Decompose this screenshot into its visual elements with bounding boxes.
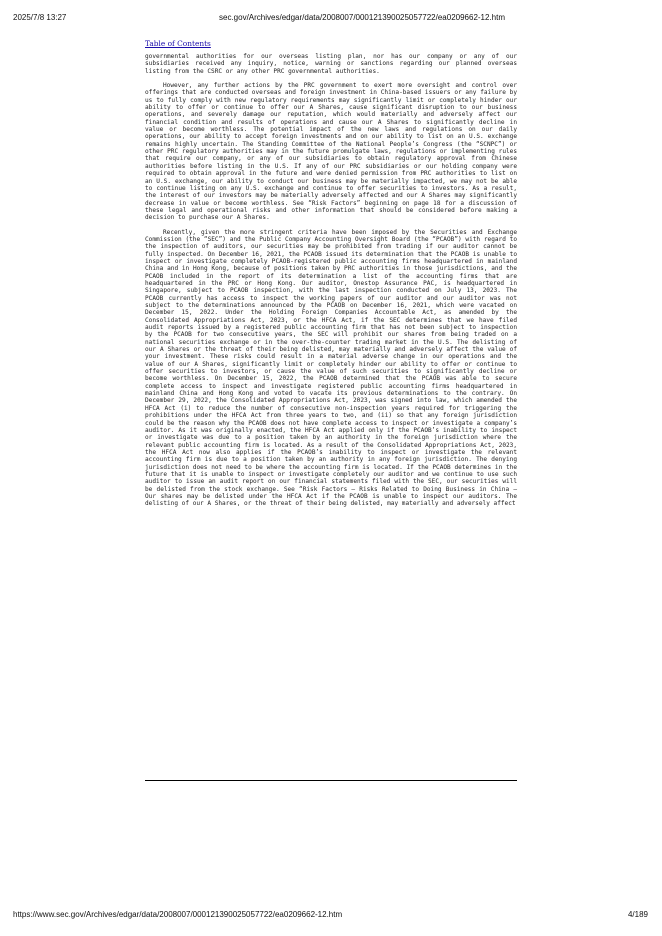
page-divider — [145, 780, 517, 781]
print-datetime: 2025/7/8 13:27 — [13, 13, 67, 22]
paragraph-2: However, any further actions by the PRC government to exert more oversight and control over offerings that are conducted overseas and foreign investment in China-based issuers or any failure by us to fully comply with new regulatory requirements may significantly limit or completely hinder our ability to offer or continue to offer our A Shares, cause significant disruption to our business operations, and severely damage our reputation, which would materially and adversely affect our financial condition and results of operations and cause our A Shares to significantly decline in value or become worthless. The potential impact of the new laws and regulations on our daily operations, our ability to accept foreign investments and on our ability to list on an U.S. exchange remains highly uncertain. The Standing Committee of the National People’s Congress (the “SCNPC”) or other PRC regulatory authorities may in the future promulgate laws, regulations or implementing rules that require our company, or any of our subsidiaries to obtain regulatory approval from Chinese authorities before listing in the U.S. If any of our PRC subsidiaries or our holding company were required to obtain approval in the future and were denied permission from PRC authorities to list on an U.S. exchange, our ability to conduct our business may be materially impacted, we may not be able to continue listing on any U.S. exchange and continue to offer securities to investors. As a result, the interest of our investors may be materially adversely affected and our A Shares may significantly decrease in value or become worthless. See “Risk Factors” beginning on page 18 for a discussion of these legal and operational risks and other information that should be considered before making a decision to purchase our A Shares. — [145, 82, 517, 222]
print-footer-url: https://www.sec.gov/Archives/edgar/data/2008007/000121390025057722/ea0209662-12.htm — [13, 910, 343, 919]
document-body — [145, 53, 517, 515]
print-header-url: sec.gov/Archives/edgar/data/2008007/000121390025057722/ea0209662-12.htm — [219, 13, 506, 22]
paragraph-1: governmental authorities for our overseas listing plan, nor has our company or any of our subsidiaries received any inquiry, notice, warning or sanctions regarding our planned overseas listing from the CSRC or any other PRC governmental authorities. — [145, 53, 517, 75]
paragraph-3: Recently, given the more stringent criteria have been imposed by the Securities and Exchange Commission (the “SEC”) and the Public Company Accounting Oversight Board (the “PCAOB”) with regard to the inspection of auditors, our securities may be prohibited from trading if our auditor cannot be fully inspected. On December 16, 2021, the PCAOB issued its determination that the PCAOB is unable to inspect or investigate completely PCAOB-registered public accounting firms headquartered in mainland China and in Hong Kong, because of positions taken by PRC authorities in those jurisdictions, and the PCAOB included in the report of its determination a list of the accounting firms that are headquartered in the PRC or Hong Kong. Our auditor, Onestop Assurance PAC, is headquartered in Singapore, subject to PCAOB inspection, with the last inspection conducted on July 13, 2023. The PCAOB currently has access to inspect the working papers of our auditor and our auditor was not subject to the determinations announced by the PCAOB on December 16, 2021, which were vacated on December 15, 2022. Under the Holding Foreign Companies Accountable Act, as amended by the Consolidated Appropriations Act, 2023, or the HFCA Act, if the SEC determines that we have filed audit reports issued by a registered public accounting firm that has not been subject to inspection by the PCAOB for two consecutive years, the SEC will prohibit our shares from being traded on a national securities exchange or in the over-the-counter trading market in the U.S. The delisting of our A Shares or the threat of their being delisted, may materially and adversely affect the value of your investment. These risks could result in a material adverse change in our operations and the value of our A Shares, significantly limit or completely hinder our ability to offer or continue to offer securities to investors, or cause the value of such securities to significantly decline or become worthless. On December 15, 2022, the PCAOB determined that the PCAOB was able to secure complete access to inspect and investigate registered public accounting firms headquartered in mainland China and Hong Kong and voted to vacate its previous determinations to the contrary. On December 29, 2022, the Consolidated Appropriations Act, 2023, was signed into law, which amended the HFCA Act (i) to reduce the number of consecutive non-inspection years required for triggering the prohibitions under the HFCA Act from three years to two, and (ii) so that any foreign jurisdiction could be the reason why the PCAOB does not have complete access to inspect or investigate a company’s auditor. As it was originally enacted, the HFCA Act applied only if the PCAOB’s inability to inspect or investigate was due to a position taken by an authority in the foreign jurisdiction where the relevant public accounting firm is located. As a result of the Consolidated Appropriations Act, 2023, the HFCA Act now also applies if the PCAOB’s inability to inspect or investigate the relevant accounting firm is due to a position taken by an authority in any foreign jurisdiction. The denying jurisdiction does not need to be where the accounting firm is located. If the PCAOB determines in the future that it is unable to inspect or investigate completely our auditor and we continue to use such auditor to issue an audit report on our financial statements filed with the SEC, our securities will be delisted from the stock exchange. See “Risk Factors — Risks Related to Doing Business in China — Our shares may be delisted under the HFCA Act if the PCAOB is unable to inspect our auditors. The delisting of our A Shares, or the threat of their being delisted, may materially and adversely affect — [145, 228, 517, 508]
page-number: 4/189 — [627, 910, 648, 919]
table-of-contents-link[interactable]: Table of Contents — [145, 39, 211, 48]
